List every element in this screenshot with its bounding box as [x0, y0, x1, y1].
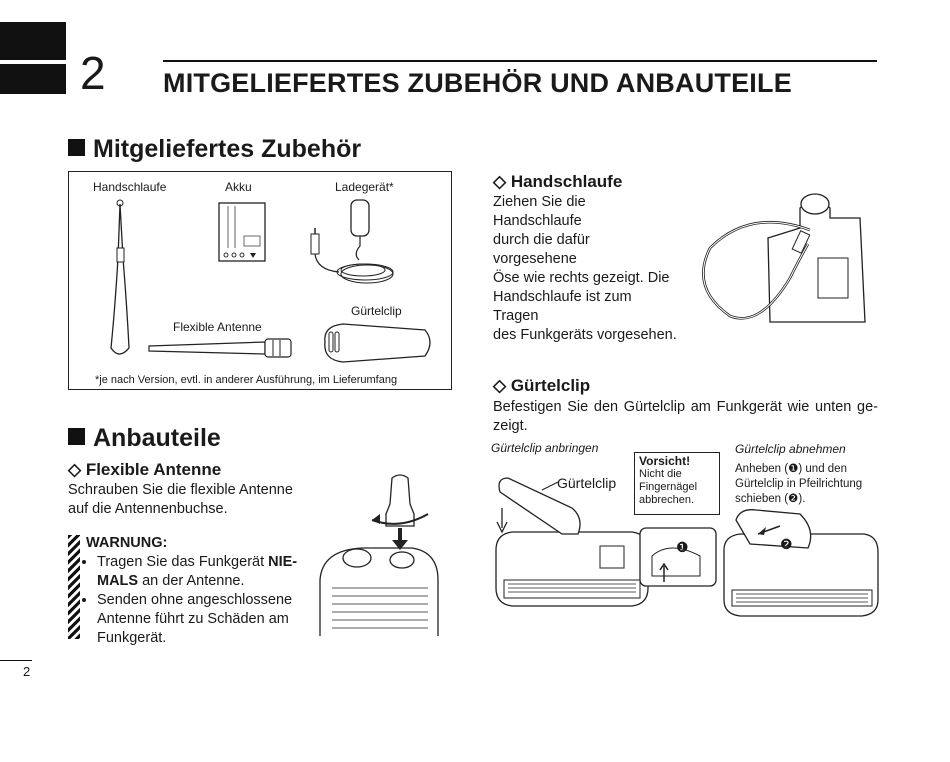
chapter-tab-top	[0, 22, 66, 60]
accessories-box	[68, 171, 452, 390]
flexible-antenna-drawing	[145, 334, 305, 364]
caution-title: Vorsicht!	[639, 454, 691, 468]
warning-hatch-bar	[68, 535, 80, 639]
marker-1-icon: ❶	[676, 539, 689, 555]
caution-line: Nicht die	[639, 468, 682, 480]
footnote: *je nach Version, evtl. in anderer Ausführung, im Lieferumfang	[95, 374, 398, 386]
subheading-antenna: ◇ Flexible Antenne	[68, 460, 222, 479]
label-clip: Gürtelclip	[351, 304, 402, 318]
warning-block	[86, 534, 311, 648]
antenna-line: Schrauben Sie die flexible Antenne	[68, 482, 293, 498]
label-battery: Akku	[225, 180, 252, 194]
caution-line: abbrechen.	[639, 494, 695, 506]
remove-clip-drawing	[640, 500, 880, 650]
subheading-beltclip: ◇ Gürtelclip	[493, 376, 591, 395]
charger-drawing	[303, 194, 413, 294]
label-strap: Handschlaufe	[93, 180, 167, 194]
caption-attach: Gürtelclip anbringen	[491, 441, 599, 455]
footer-rule	[0, 660, 32, 661]
attach-clip-drawing	[492, 470, 662, 620]
chapter-title: MITGELIEFERTES ZUBEHÖR UND ANBAUTEILE	[163, 68, 792, 98]
hand-strap-drawing	[99, 198, 139, 358]
subheading-handstrap: ◇ Handschlaufe	[493, 172, 623, 191]
handstrap-line: Ziehen Sie die Handschlaufe	[493, 194, 586, 229]
antenna-text	[68, 481, 308, 519]
diamond-icon: ◇	[68, 460, 82, 479]
label-antenna: Flexible Antenne	[173, 320, 262, 334]
header-rule	[163, 60, 877, 62]
warning-item	[97, 553, 311, 591]
page-number: 2	[23, 664, 31, 679]
square-bullet-icon	[68, 428, 85, 445]
warning-text: Tragen Sie das Funkgerät	[97, 554, 269, 570]
warning-title: WARNUNG:	[86, 535, 168, 551]
section-title-accessories: Mitgeliefertes Zubehör	[68, 135, 361, 164]
handstrap-line: durch die dafür vorgesehene	[493, 232, 590, 267]
warning-item: • Senden ohne angeschlossene Antenne führt zu Schäden am Funkgerät.	[97, 591, 311, 648]
antenna-mount-drawing	[312, 470, 442, 640]
diamond-icon: ◇	[493, 172, 507, 191]
handstrap-line: Handschlaufe ist zum Tragen	[493, 289, 632, 324]
handstrap-line: des Funkgeräts vorgesehen.	[493, 327, 677, 343]
square-bullet-icon	[68, 139, 85, 156]
battery-drawing	[218, 202, 268, 264]
chapter-number: 2	[80, 47, 106, 99]
radio-with-strap-drawing	[690, 188, 885, 323]
beltclip-label: Gürtelclip	[557, 475, 617, 491]
chapter-tab-bottom	[0, 64, 66, 94]
handstrap-line: Öse wie rechts gezeigt. Die	[493, 270, 670, 286]
handstrap-text	[493, 193, 677, 345]
caution-line: Fingernägel	[639, 481, 698, 493]
section-title-attachments: Anbauteile	[68, 424, 221, 453]
warning-emphasis: NIE-MALS	[97, 554, 298, 589]
label-charger: Ladegerät*	[335, 180, 394, 194]
warning-text: an der Antenne.	[138, 573, 245, 589]
antenna-line: auf die Antennenbuchse.	[68, 501, 228, 517]
marker-2-icon: ❷	[780, 536, 793, 552]
caption-remove: Gürtelclip abnehmen	[735, 442, 846, 456]
beltclip-text: Befestigen Sie den Gürtelclip am Funkgerät wie unten ge-zeigt.	[493, 399, 878, 434]
belt-clip-drawing	[319, 320, 439, 364]
diamond-icon: ◇	[493, 376, 507, 395]
remove-instructions: Anheben (❶) und den Gürtelclip in Pfeilrichtung schieben (❷).	[735, 463, 863, 505]
